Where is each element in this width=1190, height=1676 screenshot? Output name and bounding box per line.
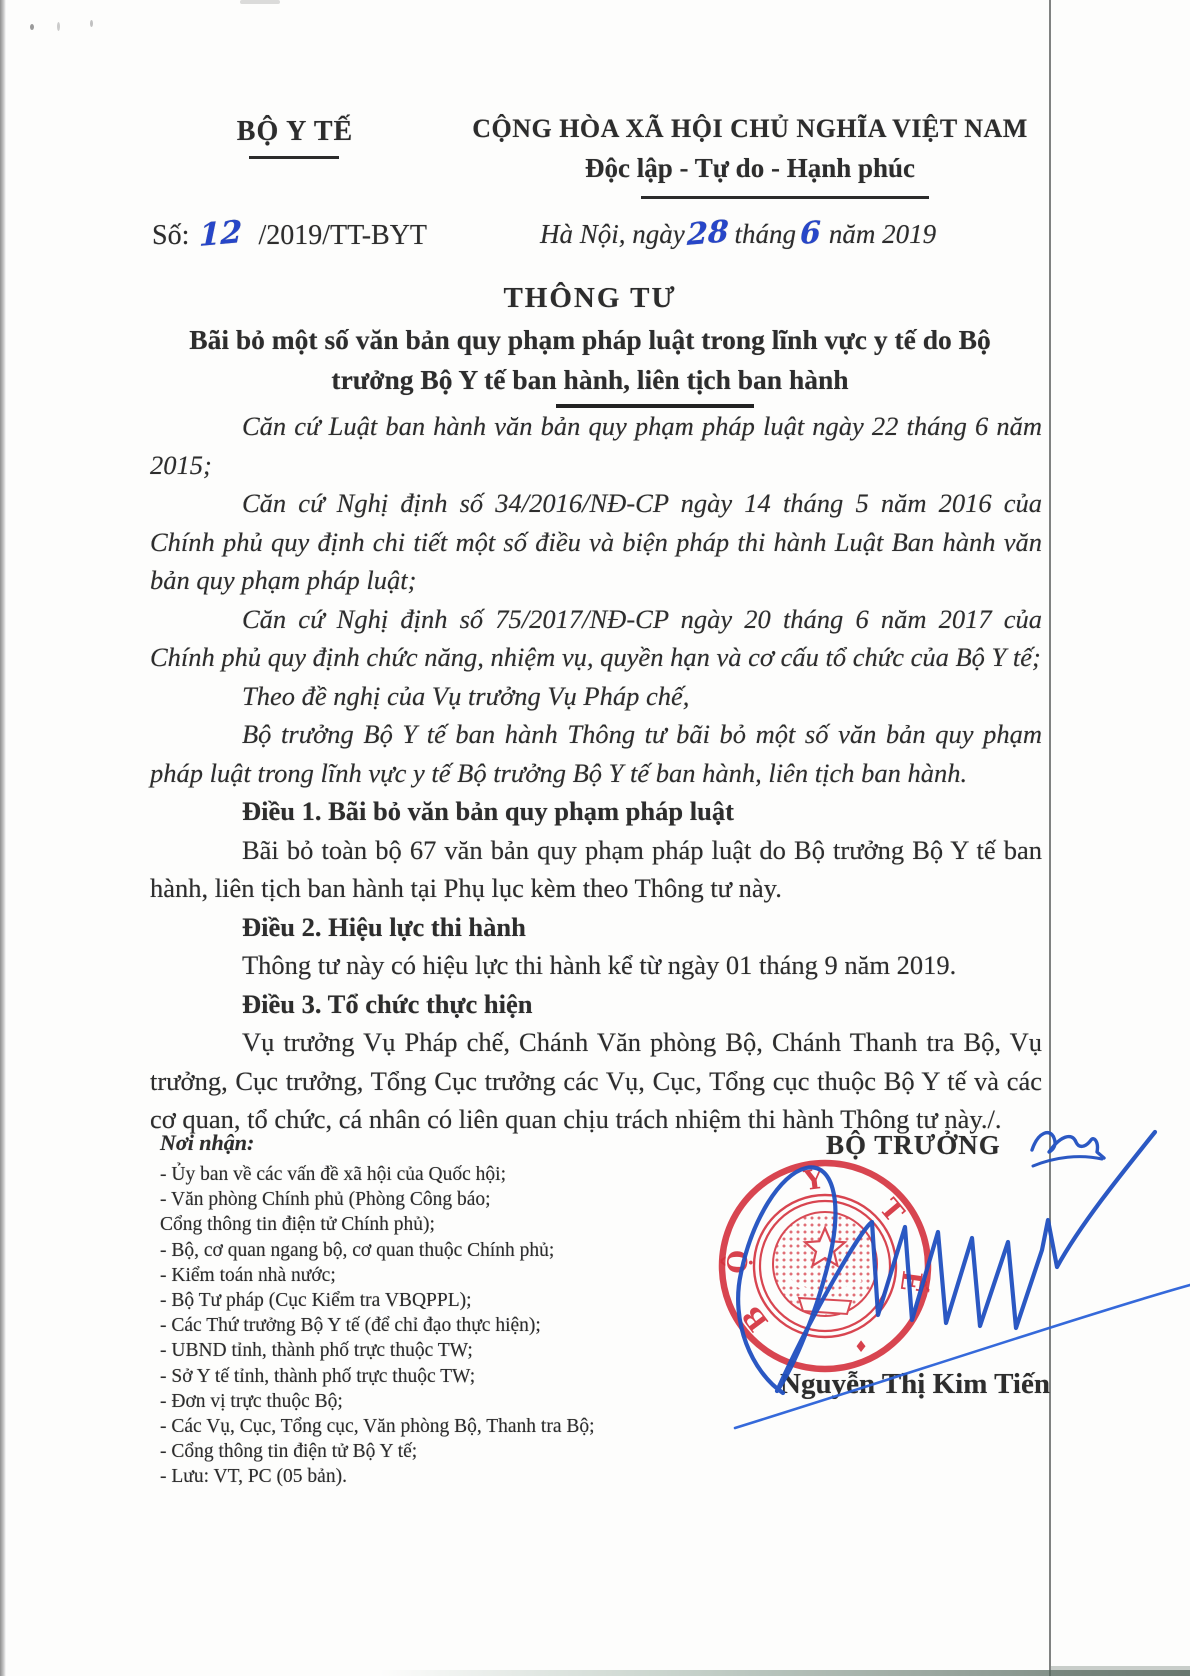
body-paragraph: Căn cứ Luật ban hành văn bản quy phạm pháp luật ngày 22 tháng 6 năm 2015;: [150, 411, 1042, 480]
national-name: CỘNG HÒA XÃ HỘI CHỦ NGHĨA VIỆT NAM: [472, 114, 1028, 143]
recipient-item: - Sở Y tế tỉnh, thành phố trực thuộc TW;: [160, 1365, 476, 1387]
signer-name: Nguyễn Thị Kim Tiến: [780, 1368, 1050, 1400]
place-date-mid: tháng: [734, 219, 797, 249]
recipient-item: - Kiểm toán nhà nước;: [160, 1264, 336, 1286]
scan-speck: [30, 24, 34, 30]
document-subject: [165, 320, 1015, 400]
place-and-date: [540, 216, 1000, 251]
seal-separator-mark: ♦: [853, 1337, 869, 1356]
document-type-title: THÔNG TƯ: [503, 282, 677, 314]
recipient-item: - Cổng thông tin điện tử Bộ Y tế;: [160, 1441, 418, 1463]
bottom-corner-shade: [1051, 1666, 1190, 1676]
signer-title: BỘ TRƯỞNG: [826, 1130, 1001, 1160]
seal-letter: Ộ: [722, 1249, 755, 1275]
document-subject-line1: Bãi bỏ một số văn bản quy phạm pháp luật trong lĩnh vực y tế do Bộ: [189, 324, 991, 355]
recipients-label: Nơi nhận:: [160, 1130, 255, 1155]
body-paragraph: Căn cứ Nghị định số 34/2016/NĐ-CP ngày 14 tháng 5 năm 2016 của Chính phủ quy định chi tiết một số điều và biện pháp thi hành Luật Ban hành văn bản quy phạm pháp luật;: [150, 488, 1042, 595]
article-2-heading: Điều 2. Hiệu lực thi hành: [242, 911, 526, 942]
recipient-item: - Bộ Tư pháp (Cục Kiểm tra VBQPPL);: [160, 1290, 472, 1312]
article-3-heading: Điều 3. Tổ chức thực hiện: [242, 988, 533, 1019]
signature-flourish-line: [735, 1285, 1190, 1428]
recipient-item: - Các Vụ, Cục, Tổng cục, Văn phòng Bộ, Thanh tra Bộ;: [160, 1416, 595, 1438]
body-paragraph: Thông tư này có hiệu lực thi hành kể từ ngày 01 tháng 9 năm 2019.: [242, 950, 957, 980]
minister-initial-signature: [1032, 1133, 1104, 1158]
document-number: [152, 216, 427, 252]
handwritten-doc-number: 12: [199, 214, 243, 254]
seal-letter: Ế: [893, 1268, 928, 1294]
recipient-item: - UBND tỉnh, thành phố trực thuộc TW;: [160, 1340, 473, 1362]
seal-letter: T: [873, 1193, 910, 1229]
handwritten-day: 28: [686, 214, 729, 253]
body-paragraph: Bộ trưởng Bộ Y tế ban hành Thông tư bãi bỏ một số văn bản quy phạm pháp luật trong lĩnh vực y tế Bộ trưởng Bộ Y tế ban hành, liên tịch ban hành.: [150, 719, 1042, 788]
place-date-suffix: năm 2019: [828, 219, 937, 249]
seal-letter: Y: [802, 1163, 826, 1198]
recipient-item: - Bộ, cơ quan ngang bộ, cơ quan thuộc Chính phủ;: [160, 1239, 555, 1261]
place-date-prefix: Hà Nội, ngày: [540, 219, 685, 249]
scan-speck: [90, 20, 93, 27]
org-underline: [249, 156, 339, 159]
article-1-heading: Điều 1. Bãi bỏ văn bản quy phạm pháp luật: [242, 796, 734, 826]
body-paragraph: Theo đề nghị của Vụ trưởng Vụ Pháp chế,: [242, 680, 690, 711]
minister-initial-underline: [1033, 1157, 1102, 1166]
doc-number-suffix: /2019/TT-BYT: [258, 220, 428, 251]
body-paragraph: Vụ trưởng Vụ Pháp chế, Chánh Văn phòng Bộ, Chánh Thanh tra Bộ, Vụ trưởng, Cục trưởng, Tổng Cục trưởng các Vụ, Cục, Tổng cục thuộc Bộ Y tế và các cơ quan, tổ chức, cá nhân có liên quan chịu trách nhiệm thi hành Thông tư này./.: [150, 1027, 1042, 1134]
motto-underline: [641, 196, 929, 199]
body-paragraph: Căn cứ Nghị định số 75/2017/NĐ-CP ngày 20 tháng 6 năm 2017 của Chính phủ quy định chức năng, nhiệm vụ, quyền hạn và cơ cấu tổ chức của Bộ Y tế;: [150, 603, 1042, 672]
doc-number-label: Số:: [152, 220, 190, 251]
document-subject-line2: trưởng Bộ Y tế ban hành, liên tịch ban hành: [331, 364, 849, 395]
body-paragraph: Bãi bỏ toàn bộ 67 văn bản quy phạm pháp luật do Bộ trưởng Bộ Y tế ban hành, liên tịch ban hành tại Phụ lục kèm theo Thông tư này.: [150, 834, 1042, 903]
scan-speck: [240, 0, 280, 4]
issuing-org-name: BỘ Y TẾ: [236, 116, 354, 147]
national-motto: Độc lập - Tự do - Hạnh phúc: [584, 153, 916, 183]
document-body: [150, 407, 1042, 1139]
seal-letter: B: [736, 1299, 775, 1337]
national-motto-block: [430, 114, 1070, 184]
recipient-item: - Ủy ban về các vấn đề xã hội của Quốc hội;: [160, 1164, 506, 1185]
signature-main-stroke: [738, 1132, 1155, 1393]
signature: [580, 1080, 1190, 1450]
issuing-org-block: [180, 116, 410, 148]
scan-edge-strip: [0, 0, 6, 1676]
recipient-item: - Các Thứ trưởng Bộ Y tế (để chỉ đạo thực hiện);: [160, 1315, 541, 1337]
recipient-item: - Văn phòng Chính phủ (Phòng Công báo;: [160, 1189, 491, 1211]
scan-speck: [57, 22, 60, 31]
handwritten-month: 6: [799, 214, 822, 253]
recipient-item: Cổng thông tin điện tử Chính phủ);: [160, 1214, 435, 1236]
recipient-item: - Lưu: VT, PC (05 bản).: [160, 1466, 347, 1488]
recipient-item: - Đơn vị trực thuộc Bộ;: [160, 1390, 343, 1412]
